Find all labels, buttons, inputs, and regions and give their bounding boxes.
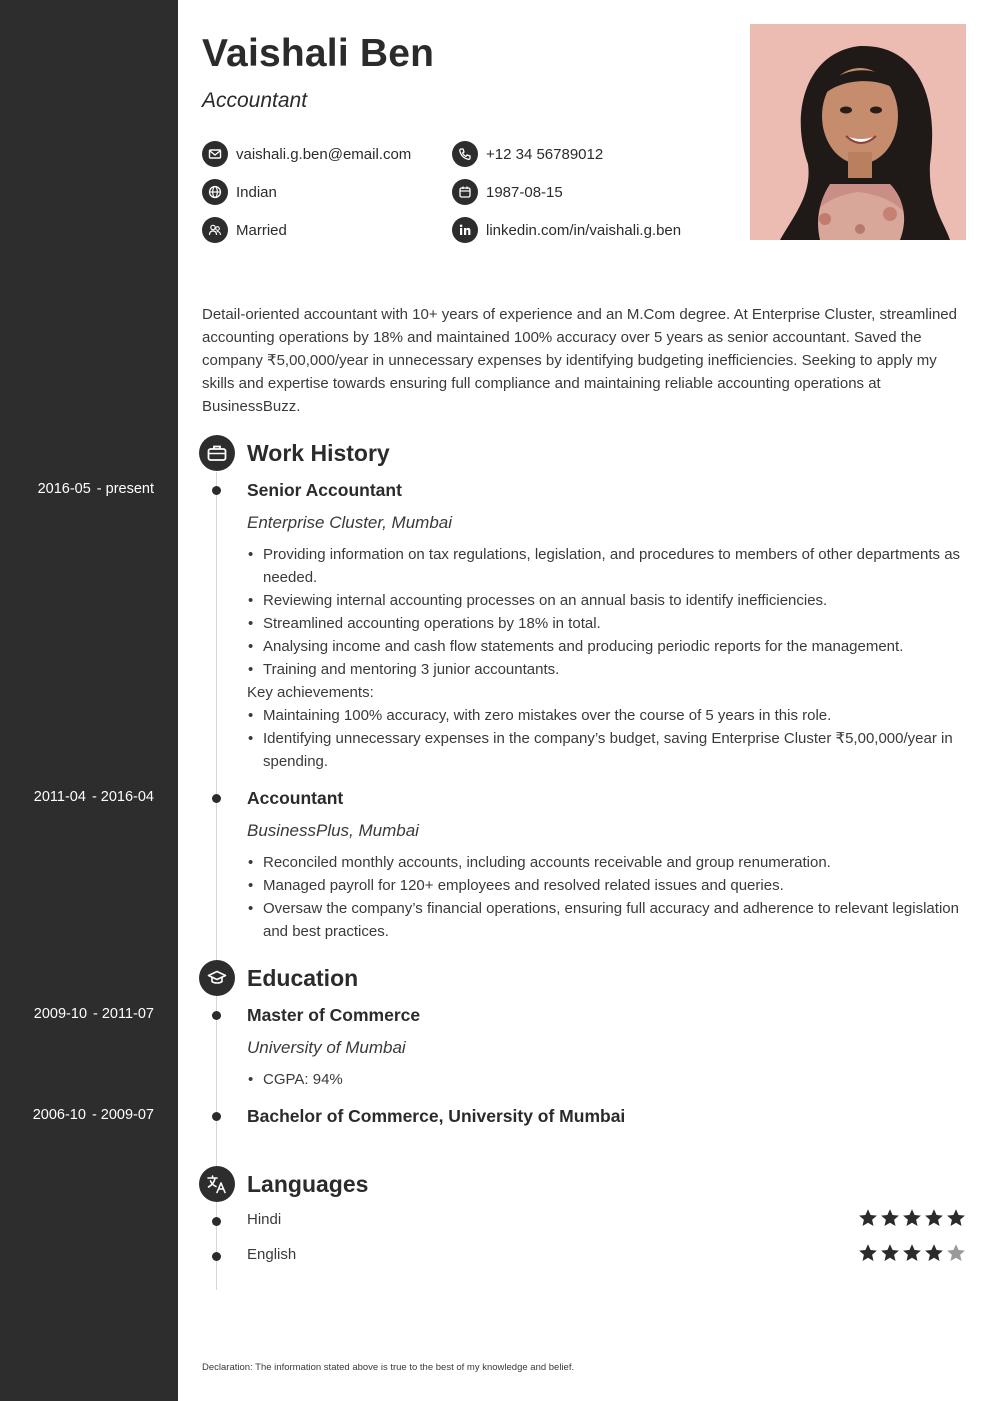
contact-linkedin[interactable] [452, 217, 681, 243]
job-bullets-senior-accountant [247, 543, 967, 773]
list-item: • Maintaining 100% accuracy, with zero mistakes over the course of 5 years in this role. [247, 704, 967, 727]
contact-marital [202, 217, 287, 243]
profile-photo [750, 24, 966, 240]
portrait-illustration [750, 24, 966, 240]
birthdate-text: 1987-08-15 [486, 183, 563, 201]
date-range-accountant: 2011-04 - 2016-04 [33, 789, 154, 805]
date-end: present [105, 481, 154, 497]
list-item: • Oversaw the company’s financial operations, ensuring full accuracy and adherence to relevant legislation and best practices. [247, 897, 967, 943]
job-title-senior-accountant: Senior Accountant [247, 480, 402, 500]
mail-icon [202, 141, 228, 167]
email-text: vaishali.g.ben@email.com [236, 145, 412, 163]
list-item: • Providing information on tax regulations, legislation, and procedures to members of other departments as needed. [247, 543, 967, 589]
translate-icon [199, 1166, 235, 1202]
phone-icon [452, 141, 478, 167]
date-range-master: 2009-10 - 2011-07 [33, 1006, 154, 1022]
date-range-bachelor: 2006-10 - 2009-07 [32, 1107, 154, 1123]
star-filled-icon [880, 1208, 900, 1228]
timeline-line-education [216, 996, 217, 1166]
linkedin-text: linkedin.com/in/vaishali.g.ben [486, 221, 682, 239]
phone-text: +12 34 56789012 [486, 145, 604, 163]
timeline-dot [212, 794, 221, 803]
list-item: • Managed payroll for 120+ employees and resolved related issues and queries. [247, 874, 967, 897]
language-hindi: Hindi [247, 1211, 282, 1228]
calendar-icon [452, 179, 478, 205]
declaration: Declaration: The information stated above is true to the best of my knowledge and belief. [202, 1362, 575, 1373]
profile-summary: Detail-oriented accountant with 10+ years of experience and an M.Com degree. At Enterprise Cluster, streamlined accounting operations by 18% and maintained 100% accuracy over 5 years as senior accountant. Saved the company ₹5,00,000/year in unnecessary expenses by identifying budgeting inefficiencies. Seeking to apply my skills and expertise towards ensuring full compliance and maintaining reliable accounting operations at BusinessBuzz. [202, 306, 957, 415]
list-item: • Reconciled monthly accounts, including accounts receivable and group renumeration. [247, 851, 967, 874]
date-start: 2011-04 [33, 789, 86, 805]
contact-nationality [202, 179, 277, 205]
timeline-dot [212, 1252, 221, 1261]
briefcase-icon [199, 435, 235, 471]
work-history-heading: Work History [247, 440, 390, 466]
date-end: 2009-07 [100, 1107, 154, 1123]
people-icon [202, 217, 228, 243]
date-end: 2011-07 [101, 1006, 154, 1022]
contact-birthdate [452, 179, 563, 205]
main-content [178, 0, 990, 1401]
candidate-title: Accountant [202, 89, 308, 112]
list-item: • Analysing income and cash flow statements and producing periodic reports for the management. [247, 635, 967, 658]
nationality-text: Indian [236, 183, 277, 201]
star-filled-icon [902, 1208, 922, 1228]
language-english: English [247, 1246, 297, 1263]
contact-email[interactable] [202, 141, 411, 167]
timeline-line-work [216, 472, 217, 962]
languages-heading: Languages [247, 1171, 369, 1197]
education-bullets-master [247, 1068, 967, 1091]
sidebar [0, 0, 178, 1401]
date-end: 2016-04 [100, 789, 154, 805]
star-empty-icon [946, 1243, 966, 1263]
date-start: 2006-10 [32, 1107, 86, 1123]
degree-bachelor-of-commerce: Bachelor of Commerce, University of Mumbai [247, 1106, 626, 1126]
globe-icon [202, 179, 228, 205]
linkedin-icon [452, 217, 478, 243]
marital-text: Married [236, 221, 287, 239]
job-bullets-accountant [247, 851, 967, 943]
rating-english [858, 1243, 966, 1263]
star-filled-icon [924, 1208, 944, 1228]
date-range-senior-accountant: 2016-05 - present [37, 481, 154, 497]
list-item: • CGPA: 94% [247, 1068, 967, 1091]
key-achievements-label: Key achievements: [247, 684, 374, 701]
timeline-dot [212, 1112, 221, 1121]
star-filled-icon [858, 1243, 878, 1263]
timeline-dot [212, 486, 221, 495]
timeline-line-languages [216, 1202, 217, 1290]
contact-phone[interactable] [452, 141, 603, 167]
list-item: • Identifying unnecessary expenses in the company’s budget, saving Enterprise Cluster ₹5,00,000/year in spending. [247, 727, 967, 773]
rating-hindi [858, 1208, 966, 1228]
timeline-dot [212, 1217, 221, 1226]
company-businessplus: BusinessPlus, Mumbai [247, 821, 419, 840]
graduation-cap-icon [199, 960, 235, 996]
star-filled-icon [880, 1243, 900, 1263]
star-filled-icon [858, 1208, 878, 1228]
education-heading: Education [247, 965, 359, 991]
date-start: 2009-10 [33, 1006, 88, 1022]
degree-master-of-commerce: Master of Commerce [247, 1005, 421, 1025]
candidate-name: Vaishali Ben [202, 32, 435, 75]
company-enterprise-cluster: Enterprise Cluster, Mumbai [247, 513, 453, 532]
list-item: • Reviewing internal accounting processes on an annual basis to identify inefficiencies. [247, 589, 967, 612]
date-start: 2016-05 [37, 481, 91, 497]
job-title-accountant: Accountant [247, 788, 344, 808]
list-item: • Training and mentoring 3 junior accountants. [247, 658, 967, 681]
school-university-of-mumbai: University of Mumbai [247, 1038, 406, 1057]
star-filled-icon [902, 1243, 922, 1263]
star-filled-icon [946, 1208, 966, 1228]
list-item: • Streamlined accounting operations by 18% in total. [247, 612, 967, 635]
star-filled-icon [924, 1243, 944, 1263]
timeline-dot [212, 1011, 221, 1020]
